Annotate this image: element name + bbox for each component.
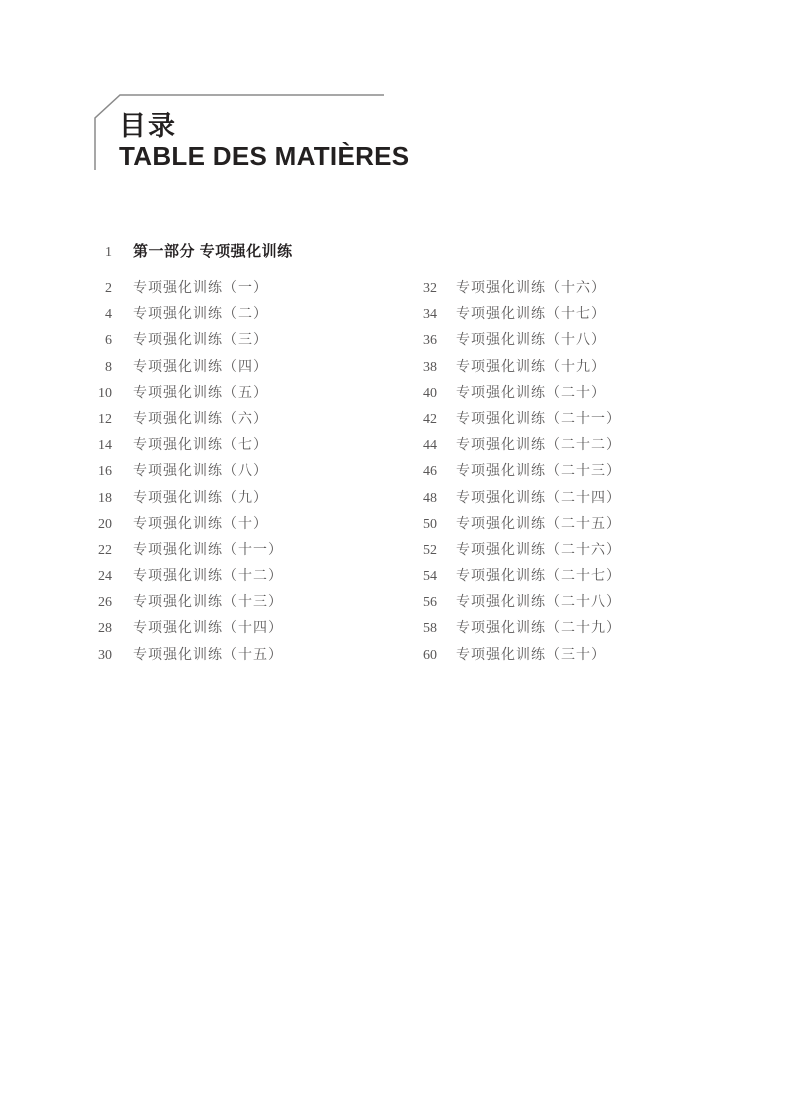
entry-label: 专项强化训练（六） bbox=[133, 411, 268, 427]
toc-entry bbox=[407, 355, 621, 381]
entry-label: 专项强化训练（二十六） bbox=[456, 542, 621, 558]
entry-page-number: 18 bbox=[98, 490, 112, 506]
entry-label: 专项强化训练（十三） bbox=[133, 595, 283, 611]
entry-label: 专项强化训练（十五） bbox=[133, 647, 283, 663]
section-label: 第一部分 专项强化训练 bbox=[133, 243, 293, 260]
toc-column-left bbox=[82, 276, 283, 669]
entry-label: 专项强化训练（七） bbox=[133, 438, 268, 454]
toc-entry bbox=[82, 590, 283, 616]
entry-page-number: 40 bbox=[423, 385, 437, 401]
toc-entry bbox=[82, 328, 283, 354]
entry-label: 专项强化训练（十八） bbox=[456, 333, 606, 349]
toc-section-row bbox=[82, 239, 293, 265]
entry-label: 专项强化训练（二十八） bbox=[456, 595, 621, 611]
entry-page-number: 10 bbox=[98, 385, 112, 401]
entry-label: 专项强化训练（二十四） bbox=[456, 490, 621, 506]
toc-entry bbox=[407, 433, 621, 459]
toc-entry bbox=[82, 355, 283, 381]
toc-entry bbox=[407, 459, 621, 485]
entry-page-number: 24 bbox=[98, 569, 112, 585]
entry-page-number: 32 bbox=[423, 281, 437, 296]
toc-entry bbox=[82, 407, 283, 433]
toc-entry bbox=[407, 407, 621, 433]
toc-entry bbox=[407, 538, 621, 564]
entry-page-number: 6 bbox=[105, 333, 112, 349]
entry-page-number: 44 bbox=[423, 438, 437, 454]
entry-label: 专项强化训练（十六） bbox=[456, 281, 606, 296]
entry-page-number: 2 bbox=[105, 281, 112, 296]
entry-label: 专项强化训练（二十一） bbox=[456, 411, 621, 427]
toc-entry bbox=[407, 328, 621, 354]
toc-entry bbox=[82, 486, 283, 512]
toc-entry bbox=[407, 276, 621, 302]
entry-label: 专项强化训练（五） bbox=[133, 385, 268, 401]
toc-entry bbox=[82, 564, 283, 590]
entry-page-number: 28 bbox=[98, 621, 112, 637]
toc-entry bbox=[407, 590, 621, 616]
toc-entry bbox=[82, 276, 283, 302]
entry-page-number: 56 bbox=[423, 595, 437, 611]
toc-entry bbox=[407, 643, 621, 669]
toc-entry bbox=[407, 512, 621, 538]
toc-entry bbox=[82, 381, 283, 407]
entry-label: 专项强化训练（二十三） bbox=[456, 464, 621, 480]
entry-label: 专项强化训练（十二） bbox=[133, 569, 283, 585]
toc-entry bbox=[407, 486, 621, 512]
toc-entry bbox=[82, 459, 283, 485]
entry-label: 专项强化训练（十四） bbox=[133, 621, 283, 637]
toc-entry bbox=[82, 616, 283, 642]
entry-label: 专项强化训练（一） bbox=[133, 281, 268, 296]
toc-entry bbox=[407, 302, 621, 328]
entry-page-number: 14 bbox=[98, 438, 112, 454]
entry-page-number: 46 bbox=[423, 464, 437, 480]
entry-page-number: 52 bbox=[423, 542, 437, 558]
entry-label: 专项强化训练（二十七） bbox=[456, 569, 621, 585]
entry-label: 专项强化训练（十） bbox=[133, 516, 268, 532]
entry-page-number: 34 bbox=[423, 307, 437, 323]
toc-entry bbox=[82, 538, 283, 564]
entry-label: 专项强化训练（二十二） bbox=[456, 438, 621, 454]
entry-label: 专项强化训练（二十五） bbox=[456, 516, 621, 532]
entry-page-number: 26 bbox=[98, 595, 112, 611]
entry-page-number: 50 bbox=[423, 516, 437, 532]
entry-page-number: 42 bbox=[423, 411, 437, 427]
toc-entry bbox=[407, 381, 621, 407]
toc-entry bbox=[407, 616, 621, 642]
entry-page-number: 38 bbox=[423, 359, 437, 375]
entry-page-number: 30 bbox=[98, 647, 112, 663]
toc-entry bbox=[82, 512, 283, 538]
entry-label: 专项强化训练（八） bbox=[133, 464, 268, 480]
entry-label: 专项强化训练（三） bbox=[133, 333, 268, 349]
entry-page-number: 8 bbox=[105, 359, 112, 375]
entry-page-number: 36 bbox=[423, 333, 437, 349]
toc-entry bbox=[407, 564, 621, 590]
entry-label: 专项强化训练（十一） bbox=[133, 542, 283, 558]
entry-label: 专项强化训练（二） bbox=[133, 307, 268, 323]
entry-page-number: 60 bbox=[423, 647, 437, 663]
page-header bbox=[119, 111, 409, 170]
section-page-number: 1 bbox=[105, 245, 112, 260]
entry-page-number: 16 bbox=[98, 464, 112, 480]
toc-entry bbox=[82, 433, 283, 459]
title-french: TABLE DES MATIÈRES bbox=[119, 141, 410, 171]
entry-page-number: 54 bbox=[423, 569, 437, 585]
entry-label: 专项强化训练（十九） bbox=[456, 359, 606, 375]
entry-page-number: 22 bbox=[98, 542, 112, 558]
entry-label: 专项强化训练（九） bbox=[133, 490, 268, 506]
toc-entry bbox=[82, 643, 283, 669]
entry-page-number: 4 bbox=[105, 307, 112, 323]
toc-entry bbox=[82, 302, 283, 328]
entry-label: 专项强化训练（十七） bbox=[456, 307, 606, 323]
title-chinese: 目录 bbox=[119, 111, 177, 141]
entry-page-number: 48 bbox=[423, 490, 437, 506]
entry-label: 专项强化训练（二十九） bbox=[456, 621, 621, 637]
entry-page-number: 20 bbox=[98, 516, 112, 532]
entry-label: 专项强化训练（三十） bbox=[456, 647, 606, 663]
entry-label: 专项强化训练（四） bbox=[133, 359, 268, 375]
entry-page-number: 12 bbox=[98, 411, 112, 427]
entry-label: 专项强化训练（二十） bbox=[456, 385, 606, 401]
entry-page-number: 58 bbox=[423, 621, 437, 637]
toc-column-right bbox=[407, 276, 621, 669]
